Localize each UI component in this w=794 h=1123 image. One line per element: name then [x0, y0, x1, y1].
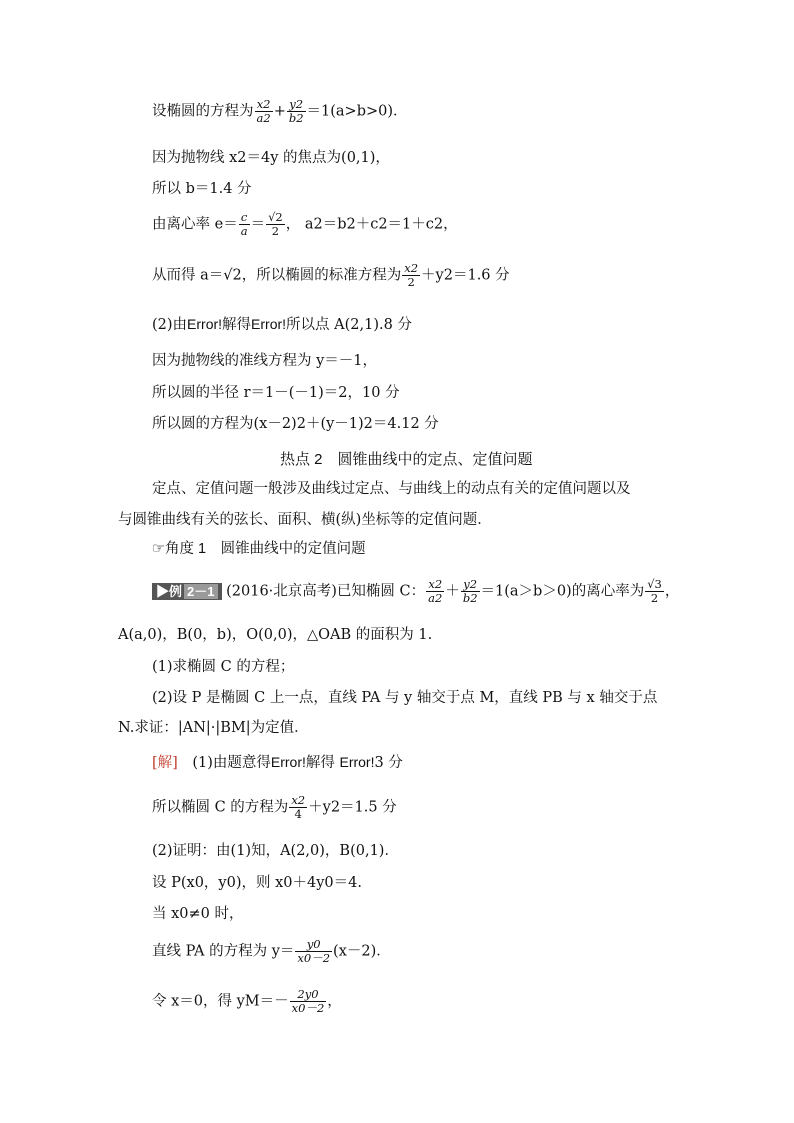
solution-line-6: 直线 PA 的方程为 y＝ $\frac{y0}{x0-2}$ (x－2)． [152, 937, 391, 966]
example-badge: ▶例 2－1 [152, 583, 222, 601]
fraction: $\frac{y2}{b2}$ [462, 577, 478, 606]
example-line-2: A(a,0)，B(0，b)，O(0,0)，△OAB 的面积为 1. [118, 627, 433, 643]
paragraph-line-1: 定点、定值问题一般涉及曲线过定点、与曲线上的动点有关的定值问题以及 [152, 481, 631, 497]
fraction: $\frac{c}{a}$ [240, 210, 248, 239]
fraction: $\frac{x2}{4}$ [291, 793, 306, 822]
fraction: $\frac{y2}{b2}$ [288, 97, 304, 126]
fraction: $\frac{2y0}{x0-2}$ [291, 987, 325, 1016]
sol-line-9: 所以圆的方程为(x－2)2＋(y－1)2＝4.12 分 [152, 416, 439, 432]
fraction: $\frac{y0}{x0-2}$ [297, 937, 331, 966]
question-1: (1)求椭圆 C 的方程； [152, 659, 295, 675]
section-heading: 热点 2 圆锥曲线中的定点、定值问题 [280, 451, 533, 468]
text: 设椭圆的方程为 [152, 103, 254, 120]
error-placeholder: Error! [187, 316, 223, 332]
fraction: $\frac{√3}{2}$ [647, 577, 662, 606]
solution-line-4: 设 P(x0，y0)，则 x0＋4y0＝4. [152, 875, 362, 891]
sol-line-7: 因为抛物线的准线方程为 y＝－1， [152, 353, 378, 369]
solution-line-2: 所以椭圆 C 的方程为 $\frac{x2}{4}$ ＋y2＝1.5 分 [152, 793, 397, 822]
sol-line-5: 从而得 a＝√2，所以椭圆的标准方程为 $\frac{x2}{2}$ ＋y2＝1.6 分 [152, 261, 510, 290]
sol-line-4: 由离心率 e＝ $\frac{c}{a}$ ＝ $\frac{√2}{2}$ ， a2＝b2＋c2＝1＋c2， [152, 210, 458, 239]
solution-line-7: 令 x＝0，得 yM＝－ $\frac{2y0}{x0-2}$ ， [152, 987, 342, 1016]
fraction: $\frac{x2}{a2}$ [256, 97, 271, 126]
question-2-line-1: (2)设 P 是椭圆 C 上一点，直线 PA 与 y 轴交于点 M，直线 PB 与 x 轴交于点 [152, 690, 658, 706]
sol-line-6: (2)由Error!解得Error!所以点 A(2,1).8 分 [152, 316, 412, 333]
sol-line-8: 所以圆的半径 r＝1－(－1)＝2，10 分 [152, 385, 400, 401]
sol-line-3: 所以 b＝1.4 分 [152, 181, 252, 197]
solution-line-1: [解] (1)由题意得Error!解得 Error!3 分 [152, 754, 403, 771]
solution-label: [解] [152, 755, 178, 771]
error-placeholder: Error! [270, 754, 306, 770]
error-placeholder: Error! [339, 754, 375, 770]
solution-line-3: (2)证明：由(1)知，A(2,0)，B(0,1)． [152, 843, 399, 859]
angle-heading: ☞角度 1 圆锥曲线中的定值问题 [152, 541, 366, 557]
fraction: $\frac{x2}{a2}$ [428, 577, 443, 606]
question-2-line-2: N.求证：|AN|·|BM|为定值． [118, 720, 309, 736]
solution-line-5: 当 x0≠0 时， [152, 906, 244, 922]
fraction: $\frac{x2}{2}$ [404, 261, 419, 290]
paragraph-line-2: 与圆锥曲线有关的弦长、面积、横(纵)坐标等的定值问题． [118, 512, 492, 528]
sol-line-2: 因为抛物线 x2＝4y 的焦点为(0,1)， [152, 150, 390, 166]
error-placeholder: Error! [251, 316, 287, 332]
example-line-1: ▶例 2－1 (2016·北京高考)已知椭圆 C： $\frac{x2}{a2}$ ＋ $\frac{y2}{b2}$ ＝1(a＞b＞0)的离心率为 $\frac{√3}{2}$ ， [152, 578, 679, 605]
sol-line-1: 设椭圆的方程为 $\frac{x2}{a2}$ + $\frac{y2}{b2}$ ＝1(a>b>0)． [152, 97, 408, 126]
fraction: $\frac{√2}{2}$ [268, 210, 283, 239]
